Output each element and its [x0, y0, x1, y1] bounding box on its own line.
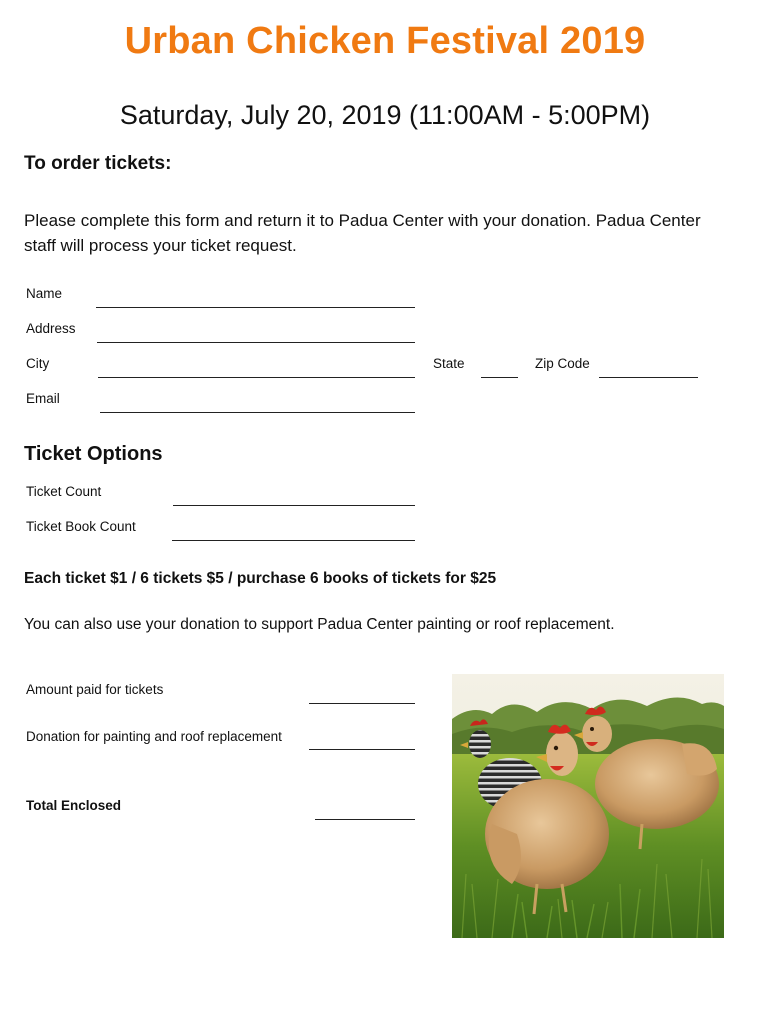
address-field[interactable]: [97, 342, 415, 343]
event-date: Saturday, July 20, 2019 (11:00AM - 5:00PM): [119, 100, 651, 130]
state-label: State: [433, 356, 465, 371]
chickens-photo: [452, 674, 724, 938]
donation-field[interactable]: [309, 749, 415, 750]
total-enclosed-field[interactable]: [315, 819, 415, 820]
donation-label: Donation for painting and roof replacement: [26, 729, 282, 744]
city-label: City: [26, 356, 50, 371]
ticket-options-heading: Ticket Options: [24, 443, 163, 465]
ticket-count-field[interactable]: [173, 505, 415, 506]
email-label: Email: [26, 391, 60, 406]
ticket-book-count-label: Ticket Book Count: [26, 519, 136, 534]
name-field[interactable]: [96, 307, 415, 308]
amount-paid-field[interactable]: [309, 703, 415, 704]
order-heading: To order tickets:: [24, 153, 172, 174]
ticket-count-label: Ticket Count: [26, 484, 102, 499]
city-field[interactable]: [98, 377, 415, 378]
zip-code-field[interactable]: [599, 377, 698, 378]
page-title: Urban Chicken Festival 2019: [124, 20, 646, 62]
zip-code-label: Zip Code: [535, 356, 590, 371]
amount-paid-label: Amount paid for tickets: [26, 682, 164, 697]
pricing-info: Each ticket $1 / 6 tickets $5 / purchase 6 books of tickets for $25: [24, 570, 497, 587]
email-field[interactable]: [100, 412, 415, 413]
total-enclosed-label: Total Enclosed: [26, 798, 122, 813]
order-instructions: Please complete this form and return it to Padua Center with your donation. Padua Center staff will process your ticket request.: [24, 211, 701, 255]
donation-note: You can also use your donation to support Padua Center painting or roof replacement.: [24, 616, 615, 633]
state-field[interactable]: [481, 377, 518, 378]
name-label: Name: [26, 286, 63, 301]
ticket-book-count-field[interactable]: [172, 540, 415, 541]
address-label: Address: [26, 321, 76, 336]
